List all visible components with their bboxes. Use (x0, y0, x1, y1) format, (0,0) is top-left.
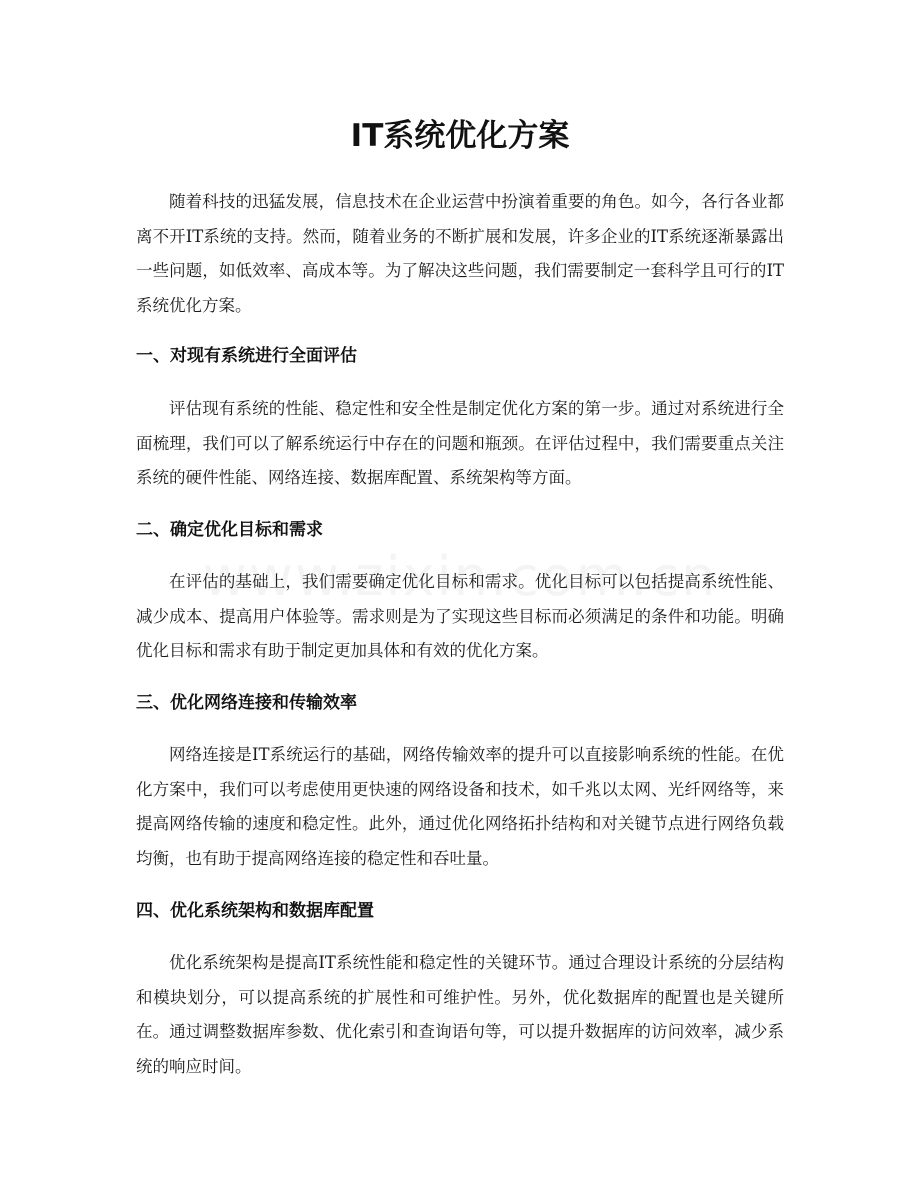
section-body-1: 评估现有系统的性能、稳定性和安全性是制定优化方案的第一步。通过对系统进行全面梳理，我们可以了解系统运行中存在的问题和瓶颈。在评估过程中，我们需要重点关注系统的硬件性能、网络连接、数据库配置、系统架构等方面。 (136, 399, 784, 488)
document-title: IT系统优化方案 (350, 118, 570, 154)
section-body-3: 网络连接是IT系统运行的基础，网络传输效率的提升可以直接影响系统的性能。在优化方案中，我们可以考虑使用更快速的网络设备和技术，如千兆以太网、光纤网络等，来提高网络传输的速度和稳定性。此外，通过优化网络拓扑结构和对关键节点进行网络负载均衡，也有助于提高网络连接的稳定性和吞吐量。 (136, 745, 784, 868)
section-heading-4: 四、优化系统架构和数据库配置 (136, 901, 374, 921)
intro-paragraph: 随着科技的迅猛发展，信息技术在企业运营中扮演着重要的角色。如今，各行各业都离不开IT系统的支持。然而，随着业务的不断扩展和发展，许多企业的IT系统逐渐暴露出一些问题，如低效率、高成本等。为了解决这些问题，我们需要制定一套科学且可行的IT系统优化方案。 (136, 192, 784, 315)
section-heading-1: 一、对现有系统进行全面评估 (136, 346, 357, 366)
section-body-4: 优化系统架构是提高IT系统性能和稳定性的关键环节。通过合理设计系统的分层结构和模块划分，可以提高系统的扩展性和可维护性。另外，优化数据库的配置也是关键所在。通过调整数据库参数、优化索引和查询语句等，可以提升数据库的访问效率，减少系统的响应时间。 (136, 953, 784, 1076)
section-body-2: 在评估的基础上，我们需要确定优化目标和需求。优化目标可以包括提高系统性能、减少成本、提高用户体验等。需求则是为了实现这些目标而必须满足的条件和功能。明确优化目标和需求有助于制定更加具体和有效的优化方案。 (136, 572, 784, 661)
section-heading-3: 三、优化网络连接和传输效率 (136, 693, 357, 713)
section-heading-2: 二、确定优化目标和需求 (136, 520, 323, 540)
